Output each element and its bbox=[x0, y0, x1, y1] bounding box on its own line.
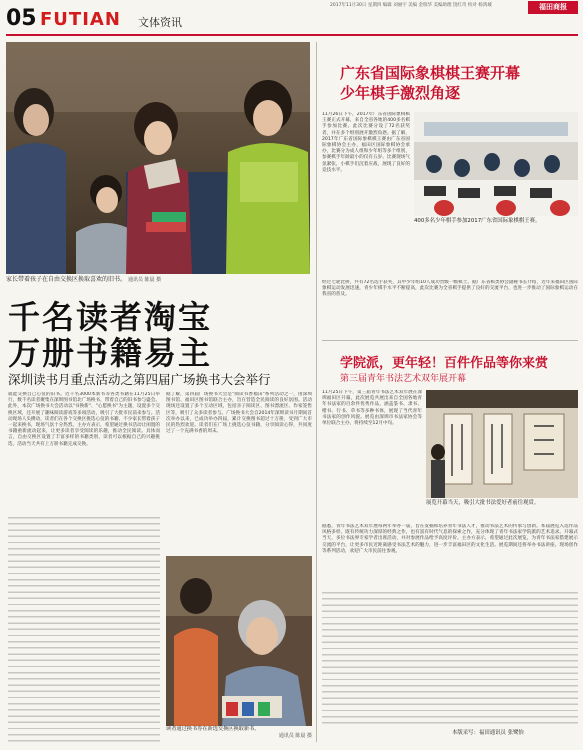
art-subtitle: 第三届青年书法艺术双年展开幕 bbox=[340, 374, 467, 384]
main-article-col1-continued bbox=[8, 515, 160, 742]
main-subtitle: 深圳读书月重点活动之第四届广场换书大会举行 bbox=[8, 372, 271, 387]
second-photo-credit: 通讯员 陈晨 摄 bbox=[278, 732, 312, 739]
page-number: 05 bbox=[6, 6, 37, 31]
section-divider bbox=[322, 340, 578, 341]
column-divider bbox=[316, 42, 317, 742]
chess-article-col: 11月26日下午，2017年广东省国际象棋棋王赛正式开幕，来自全省各地的400多名棋手参加比赛。此次比赛分设了72名获奖者，并在多个组别展开激烈角逐。据了解，2017年广东省国际象棋棋王赛由广东省国际象棋协会主办，福田区国际象棋协会承办，比赛分为成人组和少年组等多个组别，参赛棋手年龄最小的仅有五岁。比赛现场气氛紧张，小棋手们沉着应战，展现了良好的竞技水平。 bbox=[322, 112, 410, 173]
chess-photo-caption: 400多名少年棋手参加2017广东省国际象棋棋王赛。 bbox=[414, 218, 541, 224]
top-photo-caption bbox=[6, 276, 306, 284]
top-photo-caption-text: 家长带着孩子在自由交换区换取喜欢的旧书。 bbox=[6, 276, 127, 283]
chess-headline-line2: 少年棋手激烈角逐 bbox=[340, 84, 461, 102]
top-photo-credit: 通讯员 陈晨 摄 bbox=[127, 277, 162, 283]
second-photo-caption-text: 读者通过换书券在新选交换区换取新书。 bbox=[166, 726, 260, 732]
brand-title: FUTIAN bbox=[40, 9, 121, 30]
issue-meta: 2017年11月30日 星期四 编辑 刘丽宇 美编 金瑞华 美编助理 饶红奇 校对 杨鸿城 bbox=[330, 3, 492, 8]
section-title: 文体资讯 bbox=[138, 16, 182, 29]
second-photo-caption bbox=[166, 726, 312, 739]
main-article-col1: 就能交换自己心仪的旧书。近千名3000本新书等各类书籍在11月25日举行，数千名读者聚集在深圳图书馆北广场换书，带着自己的旧书参与盛会。此外，本次广场换书大会活动以"书换新"、"心愿换书"为主题，设置多个交换区域，还开展了趣味阅读游戏等多项活动，吸引了大批市民前来参与。活动现场人头攒动，读者们在各个交换区挑选心仪的书籍，不少家长带着孩子一起来换书，现场气氛十分热烈。主办方表示，希望通过换书活动让闲置的书籍重新流动起来，让更多读者享受阅读的乐趣，推动全民阅读。具体而言，自由交换区设置了丰富多样的书籍类别，读者可以根据自己的兴趣挑选，活动当天共有上万册书籍完成交换。 bbox=[8, 392, 160, 447]
book-exchange-photo bbox=[6, 42, 310, 274]
header-rule bbox=[6, 34, 578, 36]
chess-article-body: 经过七轮比拼，共有72名选手获奖，其中少年组10人成功晋级一级棋士。据广东省棋类协会副秘书长介绍，近年来福田区国际象棋运动发展迅速，青少年棋手水平不断提高，此次比赛为全省棋手提供了良好的交流平台，也进一步推动了国际象棋运动在我省的普及。 bbox=[322, 280, 578, 298]
newspaper-logo: 福田商报 bbox=[528, 1, 578, 14]
calligraphy-exhibit-photo bbox=[426, 390, 578, 498]
chess-tournament-photo bbox=[414, 112, 578, 216]
art-article-body-continued bbox=[322, 590, 578, 724]
art-article-col: 11月25日下午，第三届青年书法艺术双年展在深圳福田区开幕，此次展览共展出来自全国各地青年书法家的百余件优秀作品，涵盖篆书、隶书、楷书、行书、草书等多种书体，展现了当代青年书法家的创作风貌。展览由深圳市书法家协会等单位联合主办，将持续至12月中旬。 bbox=[322, 390, 422, 427]
main-article-col2: 据了解，第四届广场换书大会是"阅读书香福田"系列活动之一，由深圳图书馆、福田区图书馆联合主办，旨在营造全民阅读的良好氛围。活动现场还设置了多个互动区域，包括亲子阅读区、图书漂流区、作家签售区等，吸引了众多读者参与。广场换书大会自2014年深圳读书月期间首次举办以来，已成功举办四届，累计交换图书超过十万册，受到广大市民的热烈欢迎。读者们在广场上挑选心仪书籍，分享阅读心得，共同度过了一个充满书香的周末。 bbox=[166, 392, 312, 435]
art-headline: 学院派，更年轻！百件作品等你来赏 bbox=[340, 356, 549, 371]
book-selection-photo bbox=[166, 556, 312, 726]
main-headline-line1: 千名读者淘宝 bbox=[8, 298, 213, 336]
article-source: 本版采写：福田通讯员 张鹭怡 bbox=[452, 730, 524, 736]
art-article-body: 据悉，青年书法艺术双年展每两年举办一届，旨在发掘和培养青年书法人才，推动书法艺术的传承与创新。本届展览入选作品风格多样，既有传统功力深厚的经典之作，也有富有时代气息的探索之作，充分体现了青年书法家学院派的艺术追求。开幕式当天，多位书法界专家学者出席活动，并对参展作品给予高度评价。主办方表示，希望通过此次展览，为青年书法家搭建展示交流的平台，让更多市民近距离感受书法艺术的魅力，进一步丰富福田区的文化生活。展览期间还将举办书法讲座、现场创作等系列活动，欢迎广大市民前往参观。 bbox=[322, 524, 578, 554]
chess-headline-line1: 广东省国际象棋棋王赛开幕 bbox=[340, 64, 521, 82]
art-photo-caption: 展览开幕当天，吸引大批书法爱好者前往观赏。 bbox=[426, 500, 540, 506]
main-headline-line2: 万册书籍易主 bbox=[8, 334, 213, 372]
